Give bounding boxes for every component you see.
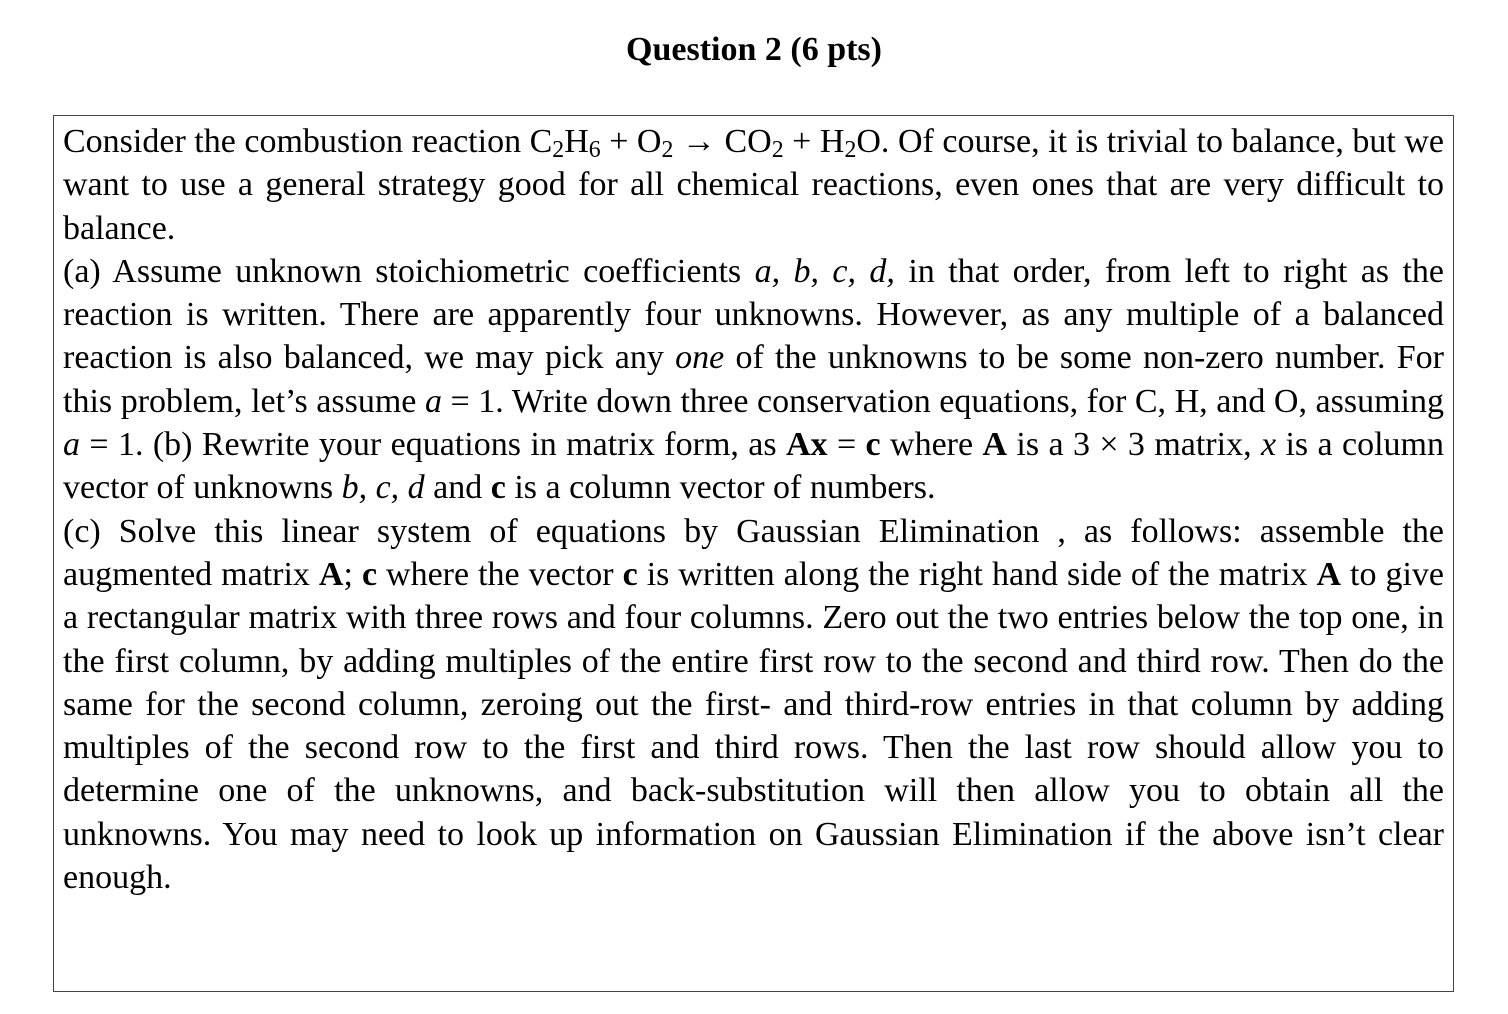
- question-title: Question 2 (6 pts): [626, 31, 882, 68]
- part-a-b-paragraph: (a) Assume unknown stoichiometric coefficients a, b, c, d, in that order, from left to right as the reaction is written. There are apparently four unknowns. However, as any multiple of a balanced reaction is also balanced, we may pick any one of the unknowns to be some non-zero number. For this problem, let’s assume a = 1. Write down three conservation equations, for C, H, and O, assuming a = 1. (b) Rewrite your equations in matrix form, as Ax = c where A is a 3 × 3 matrix, x is a column vector of unknowns b, c, d and c is a column vector of numbers.: [63, 252, 1444, 507]
- part-c-paragraph: (c) Solve this linear system of equations by Gaussian Elimination , as follows: assemble the augmented matrix A; c where the vector c is written along the right hand side of the matrix A to give a rectangular matrix with three rows and four columns. Zero out the two entries below the top one, in the first column, by adding multiples of the entire first row to the second and third row. Then do the same for the second column, zeroing out the first- and third-row entries in that column by adding multiples of the second row to the first and third rows. Then the last row should allow you to determine one of the unknowns, and back-substitution will then allow you to obtain all the unknowns. You may need to look up information on Gaussian Elimination if the above isn’t clear enough.: [63, 512, 1445, 897]
- intro-paragraph: Consider the combustion reaction $C_2H_6 + O_2 \to CO_2 + H_2O$. Of course, it is trivial to balance, but we want to use a general strategy good for all chemical reactions, even ones that are very difficult to balance.: [63, 123, 1444, 247]
- question-body: [63, 120, 1444, 899]
- question-box: [53, 115, 1454, 992]
